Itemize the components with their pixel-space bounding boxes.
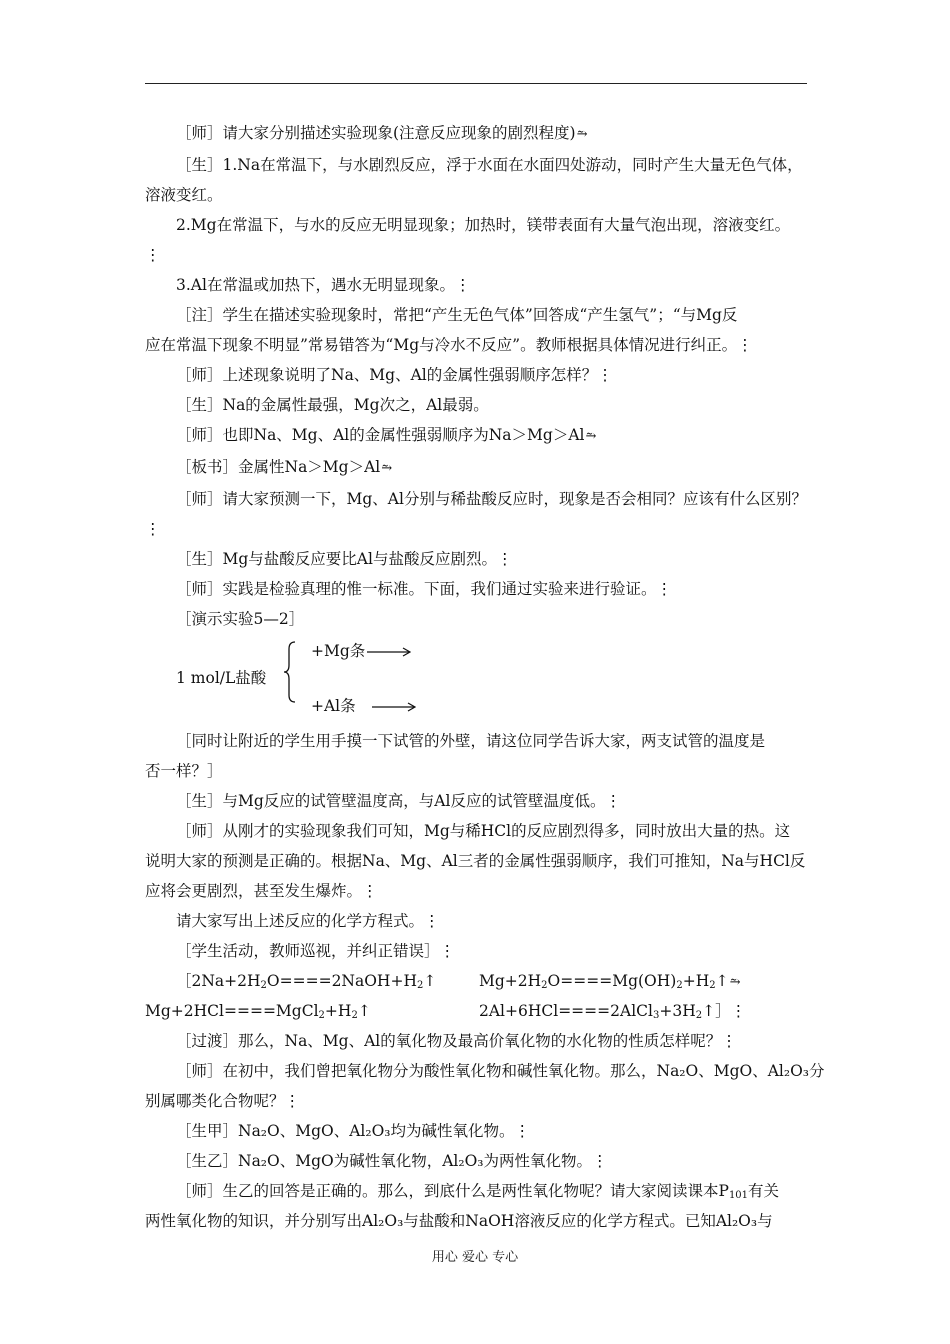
- line-transition: ［过渡］那么，Na、Mg、Al的氧化物及最高价氧化物的水化物的性质怎样呢？⋮: [176, 1032, 737, 1050]
- line-student-a: ［生甲］Na₂O、MgO、Al₂O₃均为碱性氧化物。⋮: [176, 1122, 531, 1140]
- equation-mg-water: $Mg+2H_2O====Mg(OH)_2+H_2↑⥲$: [479, 972, 741, 991]
- line-student-na: ［生］1.Na在常温下，与水剧烈反应，浮于水面在水面四处游动，同时产生大量无色气体，: [176, 156, 803, 174]
- paragraph-mark-icon: ⥲: [585, 429, 597, 444]
- line-teacher-oxides-cont: 别属哪类化合物呢？⋮: [145, 1092, 301, 1110]
- equation-mg-hcl: $Mg+2HCl====MgCl_2+H_2↑$: [145, 1002, 371, 1021]
- paragraph-mark-icon: ⥲: [576, 127, 588, 142]
- line-teacher-oxides: ［师］在初中，我们曾把氧化物分为酸性氧化物和碱性氧化物。那么，Na₂O、MgO、Al₂O₃分: [176, 1062, 825, 1080]
- line-student-b: ［生乙］Na₂O、MgO为碱性氧化物，Al₂O₃为两性氧化物。⋮: [176, 1152, 608, 1170]
- line-teacher-predict: ［师］请大家预测一下，Mg、Al分别与稀盐酸反应时，现象是否会相同？应该有什么区别？: [176, 490, 807, 508]
- page-footer: 用心 爱心 专心: [431, 1250, 519, 1265]
- header-rule: [145, 83, 807, 84]
- line-student-predict: ［生］Mg与盐酸反应要比Al与盐酸反应剧烈。⋮: [176, 550, 513, 568]
- line-blackboard: ［板书］金属性Na＞Mg＞Al⥲: [176, 458, 393, 476]
- line-student-na-cont: 溶液变红。: [145, 186, 223, 204]
- line-teacher-order: ［师］也即Na、Mg、Al的金属性强弱顺序为Na＞Mg＞Al⥲: [176, 426, 597, 444]
- line-student-temp: ［生］与Mg反应的试管壁温度高，与Al反应的试管壁温度低。⋮: [176, 792, 621, 810]
- line-note: ［注］学生在描述实验现象时，常把“产生无色气体”回答成“产生氢气”；“与Mg反: [176, 306, 738, 324]
- line-teacher-question: ［师］上述现象说明了Na、Mg、Al的金属性强弱顺序怎样？⋮: [176, 366, 613, 384]
- experiment-row-mg: +Mg条: [311, 636, 411, 666]
- page-ref-subscript: 101: [728, 1190, 749, 1201]
- line-student-answer: ［生］Na的金属性最强，Mg次之，Al最弱。: [176, 396, 489, 414]
- equation-row-2: [145, 996, 810, 1026]
- line-write-equations: 请大家写出上述反应的化学方程式。⋮: [176, 912, 440, 930]
- equation-al-hcl: $2Al+6HCl====2AlCl_3+3H_2↑]⋮$: [479, 1002, 747, 1021]
- line-teacher-conclude: ［师］从刚才的实验现象我们可知，Mg与稀HCl的反应剧烈得多，同时放出大量的热。这: [176, 822, 791, 840]
- experiment-diagram: [145, 634, 810, 726]
- line-student-activity: ［学生活动，教师巡视，并纠正错误］⋮: [176, 942, 456, 960]
- line-al-phenomenon: 3.Al在常温或加热下，遇水无明显现象。⋮: [176, 276, 471, 294]
- line-teacher-conclude-2: 说明大家的预测是正确的。根据Na、Mg、Al三者的金属性强弱顺序，我们可推知，Na与HCl反: [145, 852, 806, 870]
- arrow-right-icon: [372, 702, 416, 712]
- line-predict-mark: ⋮: [145, 520, 161, 538]
- line-touch-tube: ［同时让附近的学生用手摸一下试管的外壁，请这位同学告诉大家，两支试管的温度是: [176, 732, 766, 750]
- line-touch-tube-cont: 否一样？］: [145, 762, 223, 780]
- line-note-cont: 应在常温下现象不明显”常易错答为“Mg与冷水不反应”。教师根据具体情况进行纠正。⋮: [145, 336, 753, 354]
- line-mg-phenomenon: 2.Mg在常温下，与水的反应无明显现象；加热时，镁带表面有大量气泡出现，溶液变红。: [176, 216, 791, 234]
- line-teacher-describe: ［师］请大家分别描述实验现象(注意反应现象的剧烈程度)⥲: [176, 124, 588, 142]
- equation-row-1: [145, 966, 810, 996]
- document-body: [145, 118, 825, 1236]
- arrow-right-icon: [367, 647, 411, 657]
- experiment-row-al: +Al条: [311, 691, 416, 721]
- equation-na-water: $[2Na+2H_2O====2NaOH+H_2↑$: [176, 972, 437, 991]
- experiment-label: 1 mol/L盐酸: [176, 669, 267, 687]
- brace-icon: [283, 641, 297, 703]
- paragraph-mark-icon: ⥲: [729, 975, 741, 990]
- line-teacher-verify: ［师］实践是检验真理的惟一标准。下面，我们通过实验来进行验证。⋮: [176, 580, 673, 598]
- line-teacher-amphoteric-cont: 两性氧化物的知识，并分别写出Al₂O₃与盐酸和NaOH溶液反应的化学方程式。已知Al₂O₃与: [145, 1212, 773, 1230]
- paragraph-mark-icon: ⥲: [381, 461, 393, 476]
- line-mg-mark: ⋮: [145, 246, 161, 264]
- line-demo-title: ［演示实验5—2］: [176, 610, 305, 628]
- line-teacher-conclude-3: 应将会更剧烈，甚至发生爆炸。⋮: [145, 882, 378, 900]
- line-teacher-amphoteric: ［师］生乙的回答是正确的。那么，到底什么是两性氧化物呢？请大家阅读课本$P_{101}$有关: [176, 1182, 780, 1201]
